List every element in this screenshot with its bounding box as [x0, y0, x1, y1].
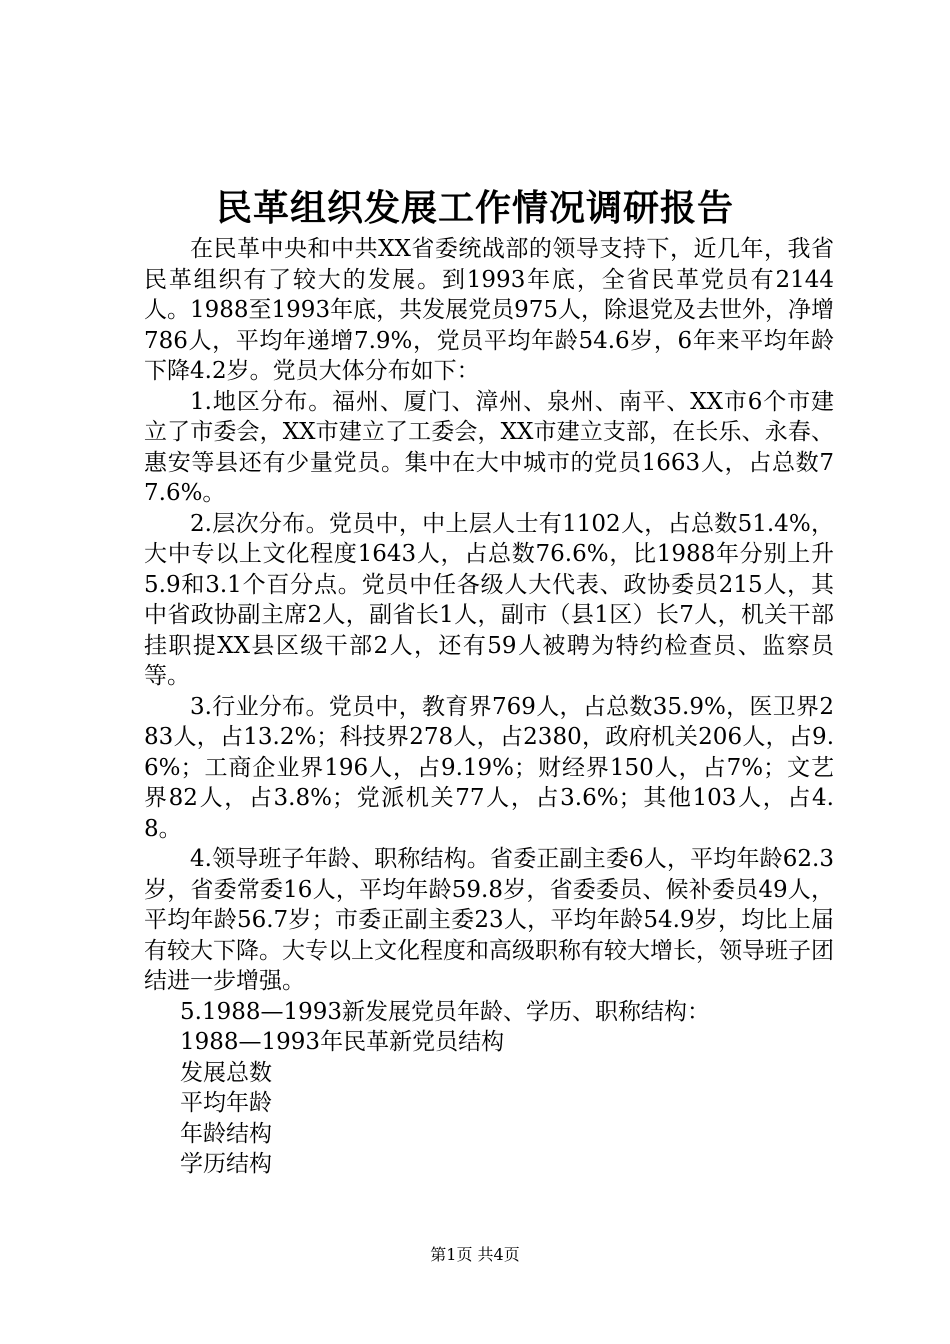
industry-distribution-paragraph: 3.行业分布。党员中，教育界769人，占总数35.9%，医卫界283人，占13.2%；科技界278人，占2380，政府机关206人，占9.6%；工商企业界196人，占9.19%；财经界150人，占7%；文艺界82人，占3.8%；党派机关77人，占3.6%；其他103人，占4.8。 — [144, 693, 834, 842]
table-row-label: 发展总数 — [180, 1059, 272, 1086]
new-member-structure-heading: 5.1988—1993新发展党员年龄、学历、职称结构： — [180, 998, 711, 1025]
document-title: 民革组织发展工作情况调研报告 — [215, 187, 734, 229]
table-row-label: 学历结构 — [180, 1151, 272, 1177]
leadership-structure-paragraph: 4.领导班子年龄、职称结构。省委正副主委6人，平均年龄62.3岁，省委常委16人，平均年龄59.8岁，省委委员、候补委员49人，平均年龄56.7岁；市委正副主委23人，平均年龄54.9岁，均比上届有较大下降。大专以上文化程度和高级职称有较大增长，领导班子团结进一步增强。 — [144, 846, 834, 994]
table-caption: 1988—1993年民革新党员结构 — [180, 1029, 505, 1055]
region-distribution-paragraph: 1.地区分布。福州、厦门、漳州、泉州、南平、XX市6个市建立了市委会，XX市建立了工委会，XX市建立支部，在长乐、永春、惠安等县还有少量党员。集中在大中城市的党员1663人，占总数77.6%。 — [144, 388, 834, 506]
table-row-label: 平均年龄 — [180, 1090, 272, 1116]
document-body — [144, 234, 834, 1180]
intro-paragraph: 在民革中央和中共XX省委统战部的领导支持下，近几年，我省民革组织有了较大的发展。到1993年底，全省民革党员有2144人。1988至1993年底，共发展党员975人，除退党及去世外，净增786人，平均年递增7.9%，党员平均年龄54.6岁，6年来平均年龄下降4.2岁。党员大体分布如下： — [144, 236, 834, 384]
table-row-label: 年龄结构 — [180, 1120, 272, 1147]
page-number-footer: 第1页 共4页 — [430, 1245, 520, 1264]
level-distribution-paragraph: 2.层次分布。党员中，中上层人士有1102人，占总数51.4%，大中专以上文化程度1643人，占总数76.6%，比1988年分别上升5.9和3.1个百分点。党员中任各级人大代表、政协委员215人，其中省政协副主席2人，副省长1人，副市（县1区）长7人，机关干部挂职提XX县区级干部2人，还有59人被聘为特约检查员、监察员等。 — [144, 510, 834, 689]
